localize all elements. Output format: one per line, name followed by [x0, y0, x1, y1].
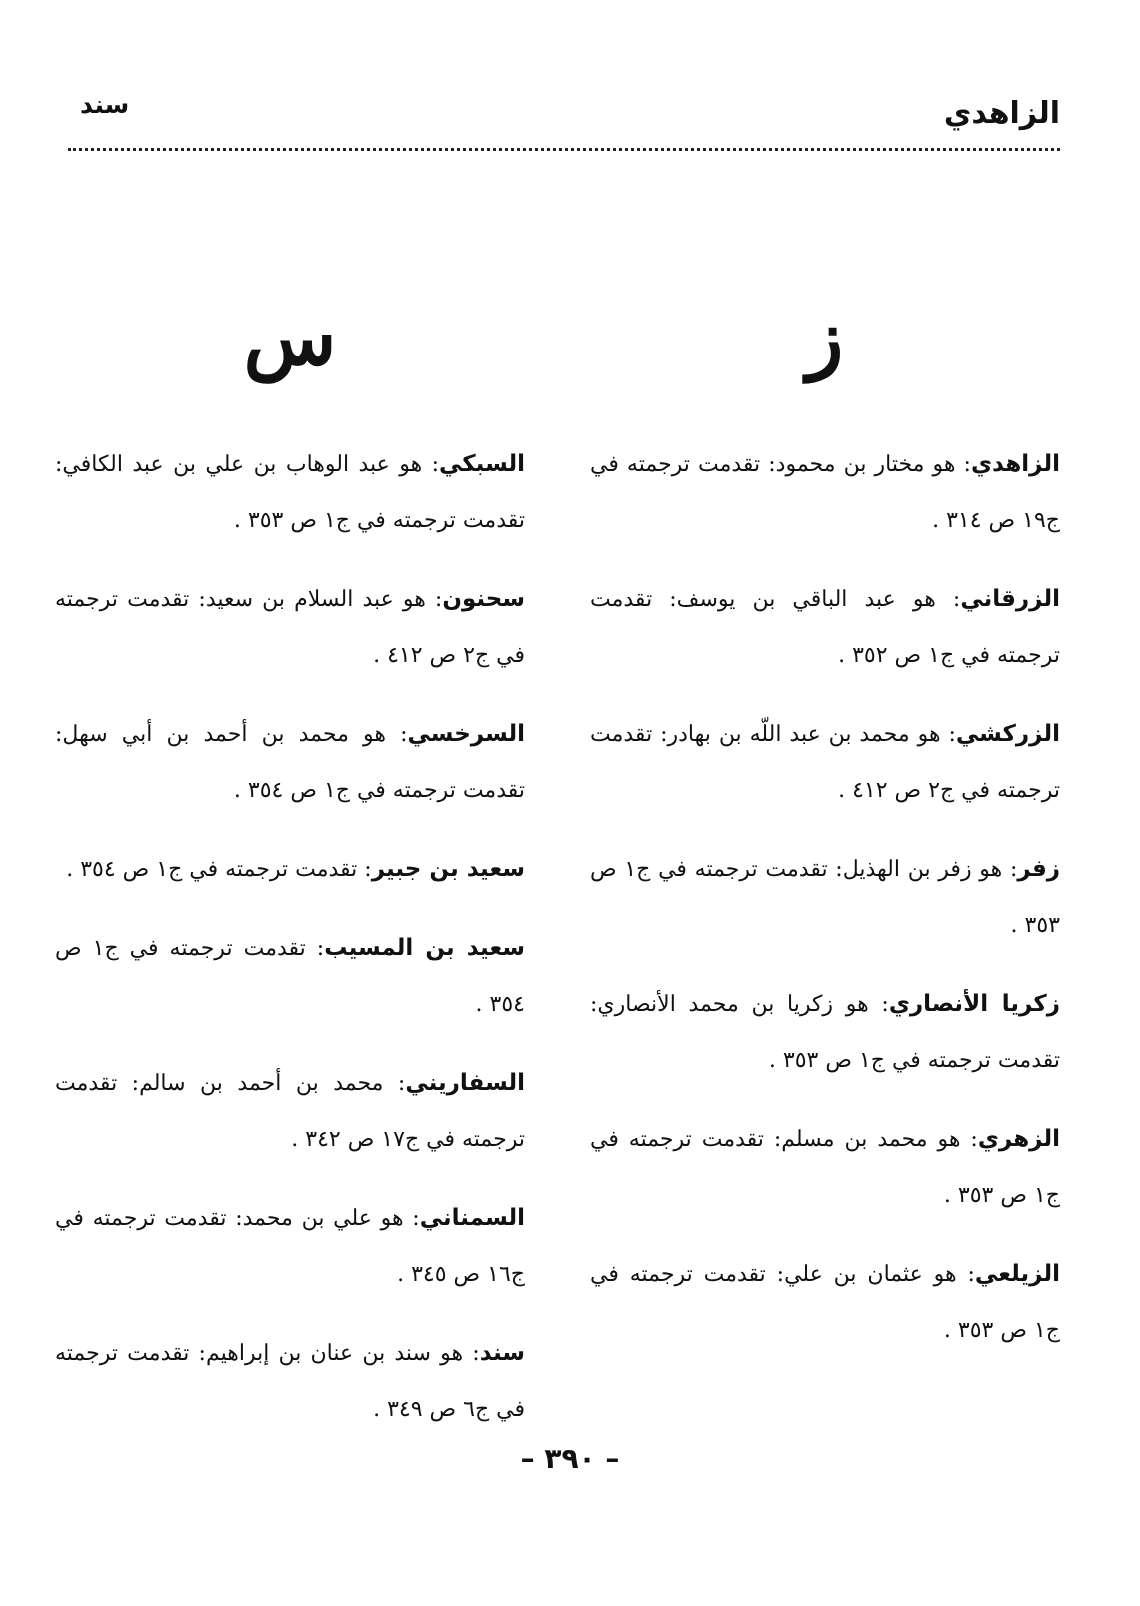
entry-text: : تقدمت ترجمته في ج١ ص ٣٥٤ . [66, 857, 372, 882]
entry-text: : هو علي بن محمد: تقدمت ترجمته في ج١٦ ص ٣٤٥ . [55, 1206, 525, 1287]
entry-name: الزرقاني [960, 586, 1060, 612]
entry-name: الزاهدي [970, 451, 1060, 477]
entry-text: : هو عبد الباقي بن يوسف: تقدمت ترجمته في ج١ ص ٣٥٢ . [590, 587, 1060, 668]
entry-said-ibn-jubayr [55, 841, 525, 898]
entry-zahidi [590, 436, 1060, 549]
entry-name: زكريا الأنصاري [888, 991, 1060, 1017]
section-letter-sin: س [243, 293, 337, 382]
entry-name: سحنون [442, 586, 525, 612]
entry-text: : محمد بن أحمد بن سالم: تقدمت ترجمته في ج١٧ ص ٣٤٢ . [55, 1071, 525, 1152]
section-sin [55, 293, 525, 1448]
two-column-body [55, 293, 1060, 1422]
header-dotted-rule [68, 148, 1060, 151]
entry-name: السمناني [419, 1205, 525, 1231]
entry-saffarini [55, 1055, 525, 1168]
entry-name: سعيد بن جبير [371, 856, 525, 882]
entry-said-ibn-musayyib [55, 920, 525, 1033]
entry-text: : هو زفر بن الهذيل: تقدمت ترجمته في ج١ ص ٣٥٣ . [590, 857, 1060, 938]
entry-text: : هو محمد بن أحمد بن أبي سهل: تقدمت ترجمته في ج١ ص ٣٥٤ . [55, 722, 525, 803]
entry-name: الزيلعي [974, 1261, 1060, 1287]
entry-sahnun [55, 571, 525, 684]
entry-text: : هو عبد الوهاب بن علي بن عبد الكافي: تقدمت ترجمته في ج١ ص ٣٥٣ . [55, 452, 525, 533]
entry-text: : هو محمد بن مسلم: تقدمت ترجمته في ج١ ص ٣٥٣ . [590, 1127, 1060, 1208]
entry-name: الزركشي [955, 721, 1060, 747]
entry-text: : هو محمد بن عبد اللّه بن بهادر: تقدمت ترجمته في ج٢ ص ٤١٢ . [590, 722, 1060, 803]
running-header [68, 90, 1060, 150]
entry-zurqani [590, 571, 1060, 684]
entry-sanad [55, 1325, 525, 1438]
entry-sarakhsi [55, 706, 525, 819]
entry-zakariya-ansari [590, 976, 1060, 1089]
header-last-entry: سند [80, 90, 130, 119]
entry-name: السرخسي [407, 721, 525, 747]
page-number: – ٣٩٠ – [520, 1442, 620, 1475]
entry-simnani [55, 1190, 525, 1303]
entry-zuhri [590, 1111, 1060, 1224]
section-letter-zay: ز [806, 293, 844, 382]
entry-text: : هو عبد السلام بن سعيد: تقدمت ترجمته في ج٢ ص ٤١٢ . [55, 587, 525, 668]
entry-zaylai [590, 1246, 1060, 1359]
entry-name: السفاريني [405, 1070, 525, 1096]
entry-subki [55, 436, 525, 549]
section-zay [590, 293, 1060, 1369]
entry-text: : هو عثمان بن علي: تقدمت ترجمته في ج١ ص ٣٥٣ . [590, 1262, 1060, 1343]
entry-name: السبكي [439, 451, 525, 477]
header-first-entry: الزاهدي [943, 96, 1060, 131]
entry-name: سعيد بن المسيب [324, 935, 525, 961]
entry-name: الزهري [977, 1126, 1060, 1152]
entry-text: : هو سند بن عنان بن إبراهيم: تقدمت ترجمته في ج٦ ص ٣٤٩ . [55, 1341, 525, 1422]
entry-text: : هو مختار بن محمود: تقدمت ترجمته في ج١٩ ص ٣١٤ . [590, 452, 1060, 533]
entry-zufar [590, 841, 1060, 954]
entry-zarkashi [590, 706, 1060, 819]
entry-name: سند [479, 1340, 525, 1366]
entry-text: : تقدمت ترجمته في ج١ ص ٣٥٤ . [55, 936, 525, 1017]
entry-name: زفر [1017, 856, 1060, 882]
entry-text: : هو زكريا بن محمد الأنصاري: تقدمت ترجمته في ج١ ص ٣٥٣ . [590, 992, 1060, 1073]
